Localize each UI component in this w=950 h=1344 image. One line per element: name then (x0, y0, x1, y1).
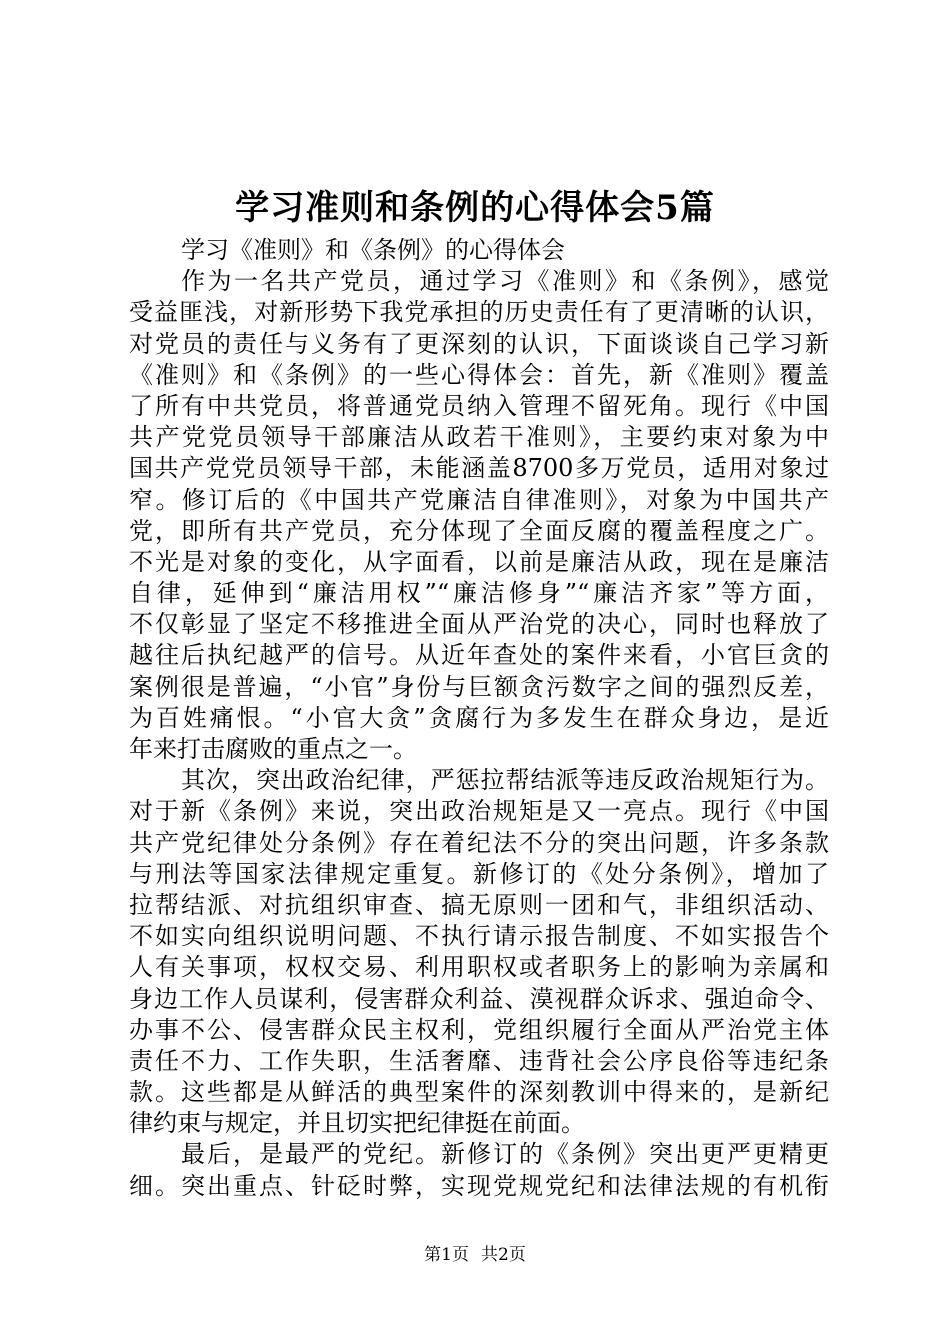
text-line: 案例很是普遍，“小官”身份与巨额贪污数字之间的强烈反差， (129, 672, 829, 701)
text-line: 不仅彰显了坚定不移推进全面从严治党的决心，同时也释放了 (129, 610, 829, 639)
text-line: 拉帮结派、对抗组织审查、搞无原则一团和气，非组织活动、 (129, 890, 829, 919)
text-line: 人有关事项，权权交易、利用职权或者职务上的影响为亲属和 (129, 953, 829, 982)
page-number: 第1页 (424, 1245, 469, 1265)
page-total: 共2页 (481, 1245, 526, 1265)
text-line: 对党员的责任与义务有了更深刻的认识，下面谈谈自己学习新 (129, 329, 829, 358)
text-line: 共产党纪律处分条例》存在着纪法不分的突出问题，许多条款 (129, 828, 829, 857)
page-footer (0, 1243, 950, 1267)
text-line: 国共产党党员领导干部，未能涵盖8700多万党员，适用对象过 (129, 454, 829, 483)
text-line: 作为一名共产党员，通过学习《准则》和《条例》，感觉 (181, 267, 829, 296)
text-line: 共产党党员领导干部廉洁从政若干准则》，主要约束对象为中 (129, 423, 829, 452)
text-line: 细。突出重点、针砭时弊，实现党规党纪和法律法规的有机衔 (129, 1171, 829, 1200)
text-line: 最后，是最严的党纪。新修订的《条例》突出更严更精更 (181, 1140, 829, 1169)
text-line: 款。这些都是从鲜活的典型案件的深刻教训中得来的，是新纪 (129, 1078, 829, 1107)
text-line: 办事不公、侵害群众民主权利，党组织履行全面从严治党主体 (129, 1015, 829, 1044)
text-line: 其次，突出政治纪律，严惩拉帮结派等违反政治规矩行为。 (181, 766, 829, 795)
subtitle-line: 学习《准则》和《条例》的心得体会 (181, 236, 565, 264)
text-line: 年来打击腐败的重点之一。 (129, 735, 417, 763)
document-title: 学习准则和条例的心得体会5篇 (235, 188, 715, 228)
text-line: 党，即所有共产党员，充分体现了全面反腐的覆盖程度之广。 (129, 516, 829, 545)
text-line: 为百姓痛恨。“小官大贪”贪腐行为多发生在群众身边，是近 (129, 703, 829, 732)
text-line: 不如实向组织说明问题、不执行请示报告制度、不如实报告个 (129, 922, 829, 951)
text-line: 责任不力、工作失职，生活奢靡、违背社会公序良俗等违纪条 (129, 1046, 829, 1075)
text-line: 与刑法等国家法律规定重复。新修订的《处分条例》，增加了 (129, 859, 829, 888)
document-body (129, 235, 829, 1202)
text-line: 越往后执纪越严的信号。从近年查处的案件来看，小官巨贪的 (129, 641, 829, 670)
text-line: 律约束与规定，并且切实把纪律挺在前面。 (129, 1109, 585, 1138)
text-line: 自律，延伸到“廉洁用权”“廉洁修身”“廉洁齐家”等方面， (129, 579, 829, 608)
text-line: 身边工作人员谋利，侵害群众利益、漠视群众诉求、强迫命令、 (129, 984, 829, 1013)
text-line: 受益匪浅，对新形势下我党承担的历史责任有了更清晰的认识， (129, 298, 829, 327)
text-line: 不光是对象的变化，从字面看，以前是廉洁从政，现在是廉洁 (129, 547, 829, 576)
text-line: 对于新《条例》来说，突出政治规矩是又一亮点。现行《中国 (129, 797, 829, 826)
text-line: 《准则》和《条例》的一些心得体会：首先，新《准则》覆盖 (129, 360, 829, 389)
text-line: 了所有中共党员，将普通党员纳入管理不留死角。现行《中国 (129, 391, 829, 420)
text-line: 窄。修订后的《中国共产党廉洁自律准则》，对象为中国共产 (129, 485, 829, 514)
